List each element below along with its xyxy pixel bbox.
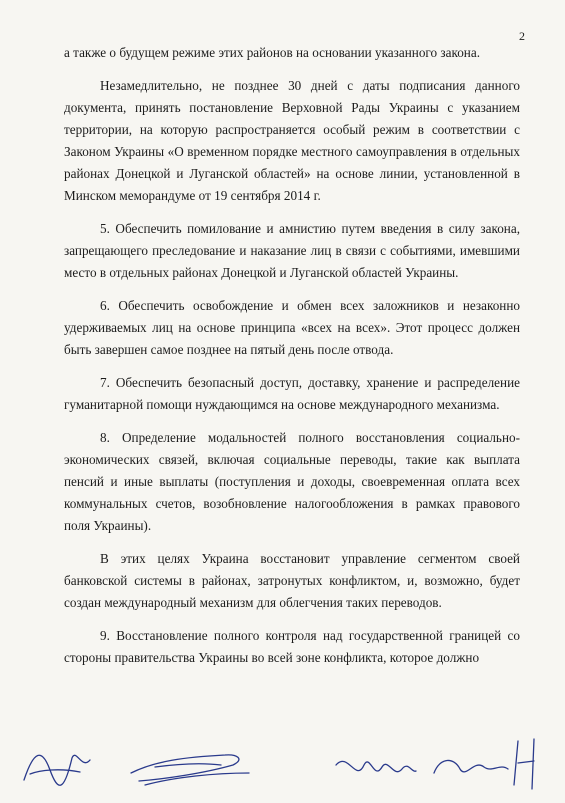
paragraph: 8. Определение модальностей полного восстановления социально-экономических связей, включая социальные переводы, такие как выплата пенсий и иные выплаты (поступления и доходы, своевременная оплата всех коммунальных счетов, возобновление налогообложения в рамках правового поля Украины).	[64, 430, 520, 533]
paragraph: 6. Обеспечить освобождение и обмен всех заложников и незаконно удерживаемых лиц на основе принципа «всех на всех». Этот процесс должен быть завершен самое позднее на пятый день после отвода.	[64, 298, 520, 357]
paragraph: 7. Обеспечить безопасный доступ, доставку, хранение и распределение гуманитарной помощи нуждающимся на основе международного механизма.	[64, 375, 520, 412]
paragraph: 5. Обеспечить помилование и амнистию путем введения в силу закона, запрещающего преследование и наказание лиц в связи с событиями, имевшими место в отдельных районах Донецкой и Луганской областей Украины.	[64, 221, 520, 280]
signature-3	[330, 743, 420, 803]
signature-1	[20, 740, 100, 800]
signature-2	[125, 743, 255, 803]
paragraph: 9. Восстановление полного контроля над государственной границей со стороны правительства Украины во всей зоне конфликта, которое должно	[64, 628, 520, 665]
signatures-row	[0, 725, 565, 800]
page-number: 2	[519, 29, 525, 43]
paragraph: Незамедлительно, не позднее 30 дней с даты подписания данного документа, принять постановление Верховной Рады Украины с указанием территории, на которую распространяется особый режим в соответствии с Законом Украины «О временном порядке местного самоуправления в отдельных районах Донецкой и Луганской областей» на основе линии, установленной в Минском меморандуме от 19 сентября 2014 г.	[64, 78, 520, 203]
paragraph: а также о будущем режиме этих районов на основании указанного закона.	[64, 45, 480, 60]
signature-4	[430, 733, 550, 803]
paragraph: В этих целях Украина восстановит управление сегментом своей банковской системы в районах, затронутых конфликтом, и, возможно, будет создан международный механизм для облегчения таких переводов.	[64, 551, 520, 610]
document-body	[64, 42, 520, 680]
